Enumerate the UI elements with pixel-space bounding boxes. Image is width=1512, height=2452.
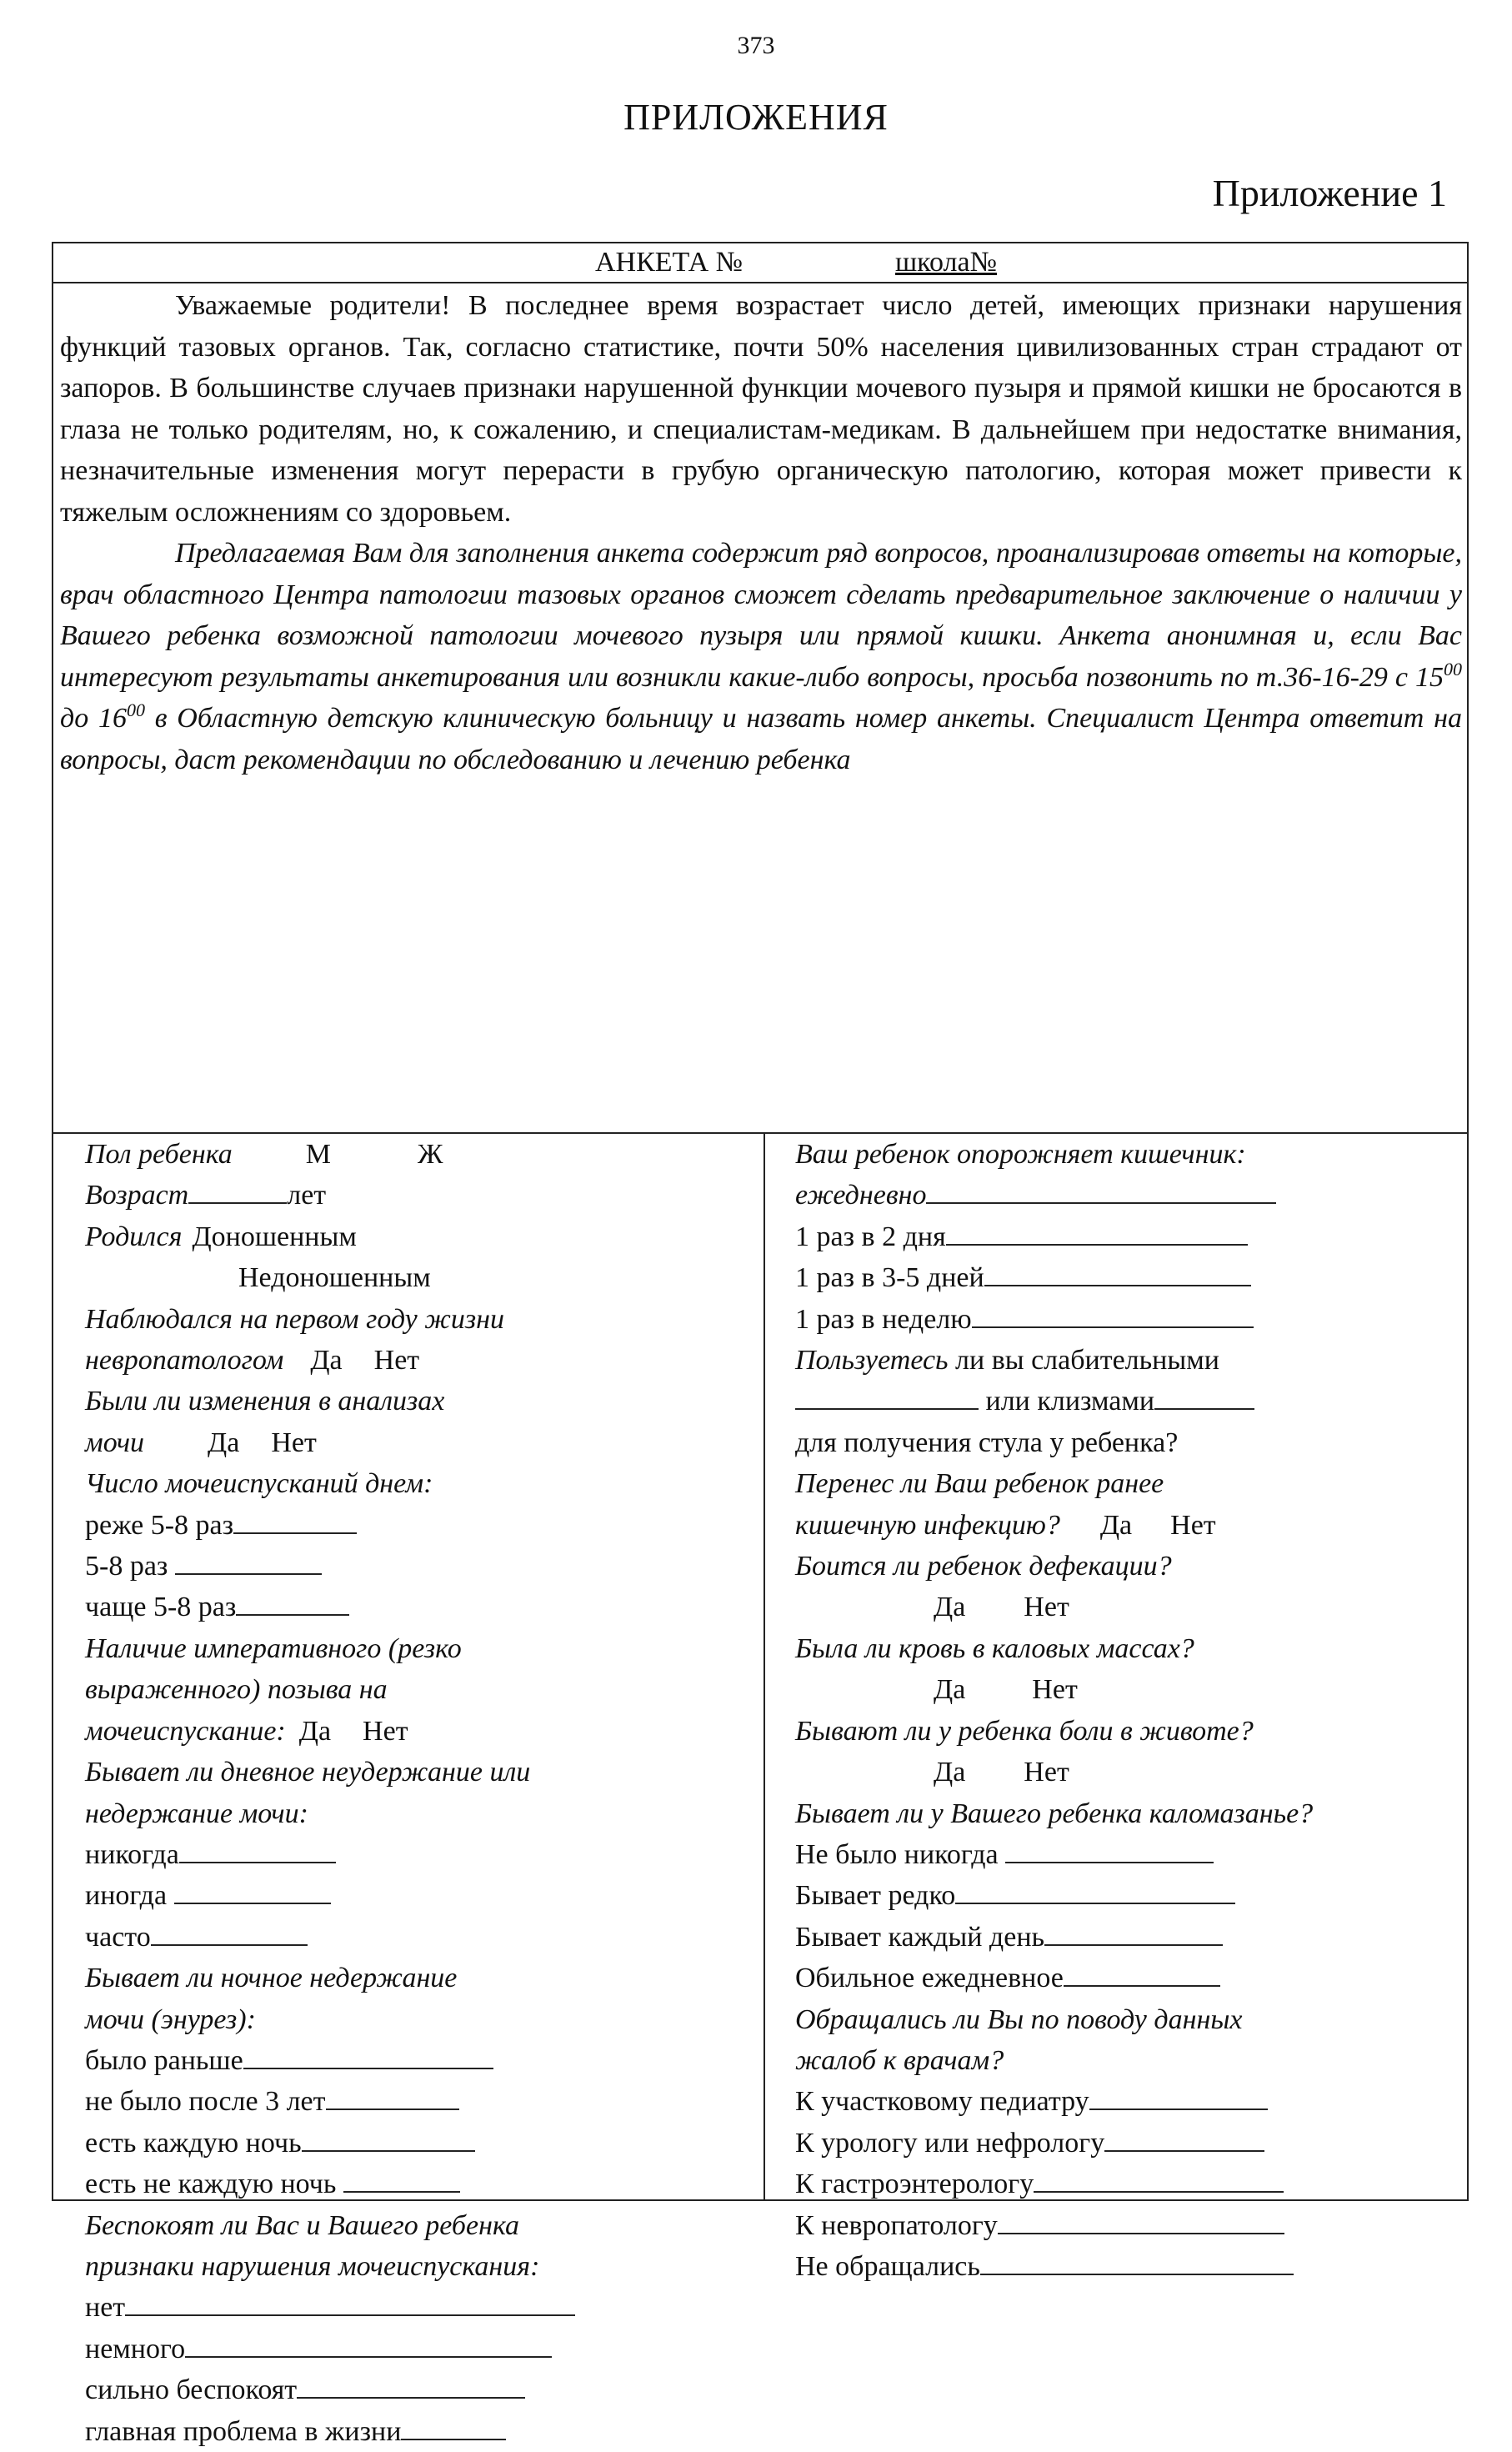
age-question: [85, 1175, 752, 1216]
day-incontinence-question-line-2: недержание мочи:: [85, 1798, 308, 1829]
option-label: есть каждую ночь: [85, 2127, 302, 2159]
option-label: К участковому педиатру: [795, 2086, 1089, 2118]
option-no[interactable]: Нет: [1024, 1592, 1069, 1623]
question-label: невропатологом: [85, 1345, 284, 1376]
answer-blank[interactable]: [179, 1837, 336, 1863]
infection-question-line-2: [795, 1505, 1454, 1546]
answer-blank[interactable]: [998, 2208, 1284, 2234]
page-title: ПРИЛОЖЕНИЯ: [623, 97, 889, 138]
answer-blank[interactable]: [1104, 2125, 1264, 2152]
option-label: часто: [85, 1921, 151, 1953]
question-label: Родился: [85, 1221, 183, 1252]
option-no[interactable]: Нет: [1024, 1757, 1069, 1788]
worry-option-1: [85, 2287, 752, 2328]
option-label: Не обращались: [795, 2250, 980, 2282]
option-no[interactable]: Нет: [1032, 1674, 1078, 1706]
blood-answers: [795, 1669, 1454, 1710]
enema-blank[interactable]: [1154, 1383, 1254, 1410]
option-yes[interactable]: Да: [208, 1427, 240, 1458]
night-option-3: [85, 2123, 752, 2164]
option-label: 1 раз в неделю: [795, 1303, 972, 1335]
mict-question: Число мочеиспусканий днем:: [85, 1468, 433, 1500]
option-label: никогда: [85, 1838, 179, 1870]
age-unit: лет: [287, 1180, 327, 1211]
option-label: не было после 3 лет: [85, 2086, 326, 2118]
sex-question: [85, 1134, 752, 1175]
laxative-question-line-2: [795, 1381, 1454, 1422]
answer-blank[interactable]: [1034, 2166, 1284, 2193]
born-question: [85, 1216, 752, 1257]
option-label: Бывает каждый день: [795, 1921, 1045, 1953]
option-yes[interactable]: Да: [934, 1592, 966, 1623]
doctor-option-1: [795, 2081, 1454, 2122]
page-number: 373: [737, 32, 775, 59]
answer-blank[interactable]: [972, 1301, 1254, 1328]
day-incontinence-question-line-1: Бывает ли дневное неудержание или: [85, 1757, 531, 1788]
neuro-question-line-2: [85, 1340, 752, 1381]
option-yes[interactable]: Да: [298, 1715, 332, 1747]
answer-blank[interactable]: [1005, 1837, 1214, 1863]
bowel-option-1: [795, 1175, 1454, 1216]
pain-question: Бывают ли у ребенка боли в животе?: [795, 1715, 1254, 1747]
option-label: чаще 5-8 раз: [85, 1592, 237, 1623]
option-label: главная проблема в жизни: [85, 2415, 402, 2447]
intro-paragraph-2-part3: в Областную детскую клиническую больницу и назвать номер анкеты. Специалист Центра ответит на вопросы, даст рекомендации по обследованию и лечению ребенка: [60, 703, 1462, 775]
answer-blank[interactable]: [984, 1260, 1251, 1286]
doctor-option-5: [795, 2246, 1454, 2287]
option-yes[interactable]: Да: [1099, 1509, 1133, 1541]
born-question-option: [85, 1257, 752, 1298]
school-number-label: школа№: [895, 247, 998, 278]
option-no[interactable]: Нет: [363, 1715, 408, 1747]
answer-blank[interactable]: [946, 1219, 1248, 1246]
answer-blank[interactable]: [175, 1548, 322, 1575]
option-label: К невропатологу: [795, 2209, 998, 2241]
urine-question-line-2: [85, 1422, 752, 1463]
intro-paragraph-2-part1: Предлагаемая Вам для заполнения анкета содержит ряд вопросов, проанализировав ответы на которые, врач областного Центра патологии тазовых органов сможет сделать предварительное заключение о наличии у Вашего ребенка возможной патологии мочевого пузыря или прямой кишки. Анкета анонимная и, если Вас интересуют результаты анкетирования или возникли какие-либо вопросы, просьба позвонить по т.36-16-29 с 15: [60, 538, 1462, 693]
doctor-option-4: [795, 2205, 1454, 2246]
answer-blank[interactable]: [185, 2331, 552, 2358]
bowel-option-3: [795, 1257, 1454, 1298]
answer-blank[interactable]: [236, 1589, 349, 1616]
option-label: 5-8 раз: [85, 1551, 168, 1582]
answer-blank[interactable]: [243, 2043, 493, 2069]
question-label: Возраст: [85, 1180, 189, 1211]
answer-blank[interactable]: [174, 1878, 331, 1904]
night-option-4: [85, 2164, 752, 2204]
question-label: кишечную инфекцию?: [795, 1509, 1060, 1541]
answer-blank[interactable]: [1044, 1919, 1223, 1946]
question-label-cont: ли вы слабительными: [948, 1345, 1219, 1376]
age-input[interactable]: [188, 1177, 287, 1204]
urge-question-line-3: [85, 1711, 752, 1752]
answer-blank[interactable]: [297, 2372, 525, 2399]
option-yes[interactable]: Да: [310, 1345, 343, 1376]
answer-blank[interactable]: [1064, 1960, 1220, 1987]
blood-question: Была ли кровь в каловых массах?: [795, 1632, 1194, 1664]
option-full-term[interactable]: Доношенным: [192, 1221, 357, 1252]
worry-option-4: [85, 2411, 752, 2452]
option-label: немного: [85, 2333, 186, 2364]
question-label: мочеиспускание:: [85, 1715, 286, 1747]
column-divider: [764, 1132, 765, 2199]
bowel-option-2: [795, 1216, 1454, 1257]
left-column: [85, 1134, 752, 2452]
option-no[interactable]: Нет: [271, 1427, 317, 1458]
form-header: [53, 243, 1467, 283]
soiling-option-4: [795, 1958, 1454, 1998]
intro-text: [60, 285, 1462, 1132]
option-yes[interactable]: Да: [934, 1674, 966, 1706]
answer-blank[interactable]: [125, 2289, 575, 2316]
answer-blank[interactable]: [326, 2083, 459, 2110]
option-label: К гастроэнтерологу: [795, 2169, 1034, 2200]
option-label: Обильное ежедневное: [795, 1963, 1064, 1994]
intro-paragraph-2-part2: до 16: [60, 703, 127, 734]
option-label: 1 раз в 2 дня: [795, 1221, 946, 1252]
doctor-option-3: [795, 2164, 1454, 2204]
answer-blank[interactable]: [980, 2249, 1294, 2275]
question-label: Пользуетесь: [795, 1345, 949, 1376]
option-no[interactable]: Нет: [1170, 1509, 1216, 1541]
doctor-option-2: [795, 2123, 1454, 2164]
option-label: иногда: [85, 1880, 168, 1912]
worry-option-3: [85, 2369, 752, 2410]
answer-blank[interactable]: [343, 2166, 460, 2193]
fear-question: Боится ли ребенок дефекации?: [795, 1551, 1172, 1582]
option-label: сильно беспокоят: [85, 2374, 298, 2406]
doctor-question-line-1: Обращались ли Вы по поводу данных: [795, 2003, 1243, 2035]
option-label: Не было никогда: [795, 1838, 999, 1870]
answer-blank[interactable]: [955, 1878, 1235, 1904]
option-yes[interactable]: Да: [934, 1757, 966, 1788]
option-label: или клизмами: [985, 1386, 1155, 1417]
day-inc-option-often: [85, 1917, 752, 1958]
time-start-minutes: 00: [1444, 658, 1462, 679]
worry-option-2: [85, 2329, 752, 2369]
bowel-question: Ваш ребенок опорожняет кишечник:: [795, 1139, 1246, 1170]
question-label: мочи: [85, 1427, 145, 1458]
bowel-option-4: [795, 1299, 1454, 1340]
urine-question-line-1: Были ли изменения в анализах: [85, 1386, 445, 1417]
answer-blank[interactable]: [1089, 2083, 1268, 2110]
night-question-line-1: Бывает ли ночное недержание: [85, 1963, 458, 1994]
option-male[interactable]: М: [305, 1139, 332, 1170]
option-label: нет: [85, 2292, 126, 2324]
urge-question-line-1: Наличие императивного (резко: [85, 1632, 462, 1664]
soiling-question: Бывает ли у Вашего ребенка каломазанье?: [795, 1798, 1314, 1829]
questionnaire-form: [52, 242, 1469, 2447]
soiling-option-3: [795, 1917, 1454, 1958]
option-female[interactable]: Ж: [418, 1139, 443, 1170]
day-inc-option-never: [85, 1834, 752, 1875]
soiling-option-2: [795, 1875, 1454, 1916]
answer-blank[interactable]: [151, 1919, 308, 1946]
option-label: Бывает редко: [795, 1880, 956, 1912]
infection-question-line-1: Перенес ли Ваш ребенок ранее: [795, 1468, 1164, 1500]
laxative-question-line-3: для получения стула у ребенка?: [795, 1427, 1179, 1458]
option-label: есть не каждую ночь: [85, 2169, 337, 2200]
pain-answers: [795, 1752, 1454, 1793]
time-end-minutes: 00: [126, 699, 145, 720]
option-label: 1 раз в 3-5 дней: [795, 1262, 984, 1294]
soiling-option-1: [795, 1834, 1454, 1875]
day-inc-option-sometimes: [85, 1875, 752, 1916]
doctor-question-line-2: жалоб к врачам?: [795, 2044, 1004, 2076]
appendix-label: Приложение 1: [1212, 172, 1447, 214]
urge-question-line-2: выраженного) позыва на: [85, 1674, 388, 1706]
right-column: [795, 1134, 1454, 2287]
worry-question-line-2: признаки нарушения мочеиспускания:: [85, 2250, 540, 2282]
night-option-1: [85, 2040, 752, 2081]
intro-paragraph-1: Уважаемые родители! В последнее время возрастает число детей, имеющих признаки нарушения функций тазовых органов. Так, согласно статистике, почти 50% населения цивилизованных стран страдают от запоров. В большинстве случаев признаки нарушенной функции мочевого пузыря и прямой кишки не бросаются в глаза не только родителям, но, к сожалению, и специалистам-медикам. В дальнейшем при недостатке внимания, незначительные изменения могут перерасти в грубую органическую патологию, которая может привести к тяжелым осложнениям со здоровьем.: [60, 290, 1462, 528]
night-question-line-2: мочи (энурез):: [85, 2003, 256, 2035]
worry-question-line-1: Беспокоят ли Вас и Вашего ребенка: [85, 2209, 520, 2241]
intro-paragraph-2: [60, 533, 1462, 780]
option-premature[interactable]: Недоношенным: [238, 1262, 431, 1294]
laxative-blank[interactable]: [795, 1383, 979, 1410]
fear-answers: [795, 1587, 1454, 1627]
option-label: было раньше: [85, 2044, 243, 2076]
mict-option-2: [85, 1546, 752, 1587]
mict-option-1: [85, 1505, 752, 1546]
mict-option-3: [85, 1587, 752, 1627]
option-label: реже 5-8 раз: [85, 1509, 234, 1541]
questionnaire-number-label: АНКЕТА №: [595, 247, 743, 278]
option-label: ежедневно: [795, 1180, 927, 1211]
answer-blank[interactable]: [926, 1177, 1276, 1204]
answer-blank[interactable]: [233, 1507, 357, 1534]
neuro-question-line-1: Наблюдался на первом году жизни: [85, 1303, 505, 1335]
night-option-2: [85, 2081, 752, 2122]
answer-blank[interactable]: [302, 2125, 475, 2152]
laxative-question-line-1: [795, 1340, 1454, 1381]
option-no[interactable]: Нет: [373, 1345, 420, 1376]
option-label: К урологу или нефрологу: [795, 2127, 1105, 2159]
answer-blank[interactable]: [401, 2414, 506, 2440]
question-label: Пол ребенка: [85, 1139, 233, 1170]
